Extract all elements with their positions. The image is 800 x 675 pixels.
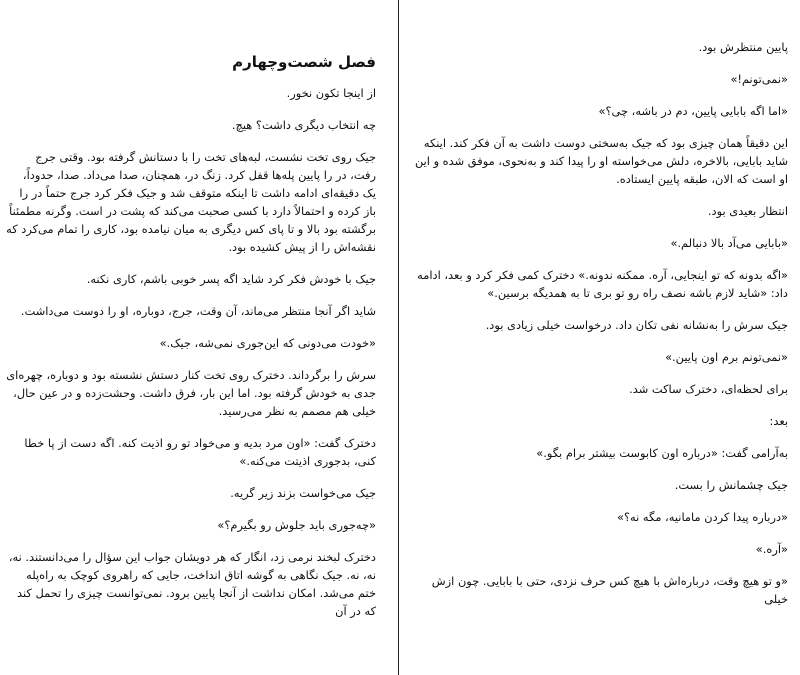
paragraph: «و تو هیچ وقت، درباره‌اش با هیچ کس حرف نزدی، حتی با بابایی. چون ازش خیلی — [431, 574, 788, 606]
paragraph: بعد: — [769, 414, 788, 428]
left-page — [6, 0, 376, 675]
paragraph: از اینجا تکون نخور. — [286, 86, 376, 100]
paragraph: «خودت می‌دونی که این‌جوری نمی‌شه، جیک.» — [159, 336, 376, 350]
paragraph: جیک با خودش فکر کرد شاید اگه پسر خوبی باشم، کاری نکنه. — [86, 272, 376, 286]
paragraph: چه انتخاب دیگری داشت؟ هیچ. — [231, 118, 376, 132]
paragraph: «درباره پیدا کردن مامانیه، مگه نه؟» — [617, 510, 788, 524]
paragraph: «بابایی می‌آد بالا دنبالم.» — [670, 236, 788, 250]
page-divider — [398, 0, 399, 675]
chapter-title: فصل شصت‌وچهارم — [232, 53, 376, 71]
paragraph: «نمی‌تونم!» — [730, 72, 788, 86]
paragraph: جیک چشمانش را بست. — [674, 478, 788, 492]
paragraph: دخترک لبخند نرمی زد، انگار که هر دویشان جواب این سؤال را می‌دانستند. نه، نه، نه. جیک نگاهی به گوشه اتاق انداخت، جایی که راهروی کوچک به راه‌پله ختم می‌شد. امکان نداشت از آنجا پایین برود. نمی‌توانست چیزی را تحمل کند که در آن — [8, 550, 376, 618]
paragraph: «چه‌جوری باید جلوش رو بگیرم؟» — [217, 518, 376, 532]
paragraph: «آره.» — [755, 542, 788, 556]
paragraph: جیک روی تخت نشست، لبه‌های تخت را با دستانش گرفته بود. وقتی جرج رفت، در را پایین پله‌ها قفل کرد. زنگ در، همچنان، صدا می‌داد. صدا، حدوداً، یک دقیقه‌ای ادامه داشت تا اینکه متوقف شد و جیک فکر کرد جرج حتماً در را باز کرده و احتمالاً دارد با کسی صحبت می‌کند که پشت در است. وگرنه مطمئناً برگشته بود بالا و تا پای کس دیگری به میان نیامده بود، کاری را تمام می‌کرد که نقشه‌اش را از پیش کشیده بود. — [6, 150, 376, 254]
paragraph: به‌آرامی گفت: «درباره اون کابوست بیشتر برام بگو.» — [536, 446, 788, 460]
paragraph: انتظار بعیدی بود. — [707, 204, 788, 218]
paragraph: سرش را برگرداند. دخترک روی تخت کنار دستش نشسته بود و دوباره، چهره‌ای جدی به خودش گرفته بود. اما این بار، فرق داشت. وحشت‌زده و در عین حال، خیلی هم مصمم به نظر می‌رسید. — [6, 368, 376, 418]
paragraph: جیک می‌خواست بزند زیر گریه. — [230, 486, 376, 500]
paragraph: برای لحظه‌ای، دخترک ساکت شد. — [629, 382, 788, 396]
paragraph: «اما اگه بابایی پایین، دم در باشه، چی؟» — [598, 104, 788, 118]
paragraph: این دقیقاً همان چیزی بود که جیک به‌سختی دوست داشت به آن فکر کند. اینکه شاید بابایی، بالاخره، دلش می‌خواسته او را پیدا کند و به‌نحوی، موفق شده و این او است که الان، طبقه پایین ایستاده. — [414, 136, 788, 186]
paragraph: «نمی‌تونم برم اون پایین.» — [665, 350, 788, 364]
paragraph: جیک سرش را به‌نشانه نفی تکان داد. درخواست خیلی زیادی بود. — [485, 318, 788, 332]
right-page — [410, 0, 788, 675]
paragraph: «اگه بدونه که تو اینجایی، آره. ممکنه ندونه.» دخترک کمی فکر کرد و بعد، ادامه داد: «شاید لازم باشه نصف راه رو تو بری تا به همدیگه برسین.» — [417, 268, 788, 300]
paragraph: شاید اگر آنجا منتظر می‌ماند، آن وقت، جرج، دوباره، او را دوست می‌داشت. — [20, 304, 376, 318]
paragraph: دخترک گفت: «اون مرد بدیه و می‌خواد تو رو اذیت کنه. اگه دست از پا خطا کنی، بدجوری اذیتت می‌کنه.» — [24, 436, 376, 468]
paragraph: پایین منتظرش بود. — [698, 40, 788, 54]
